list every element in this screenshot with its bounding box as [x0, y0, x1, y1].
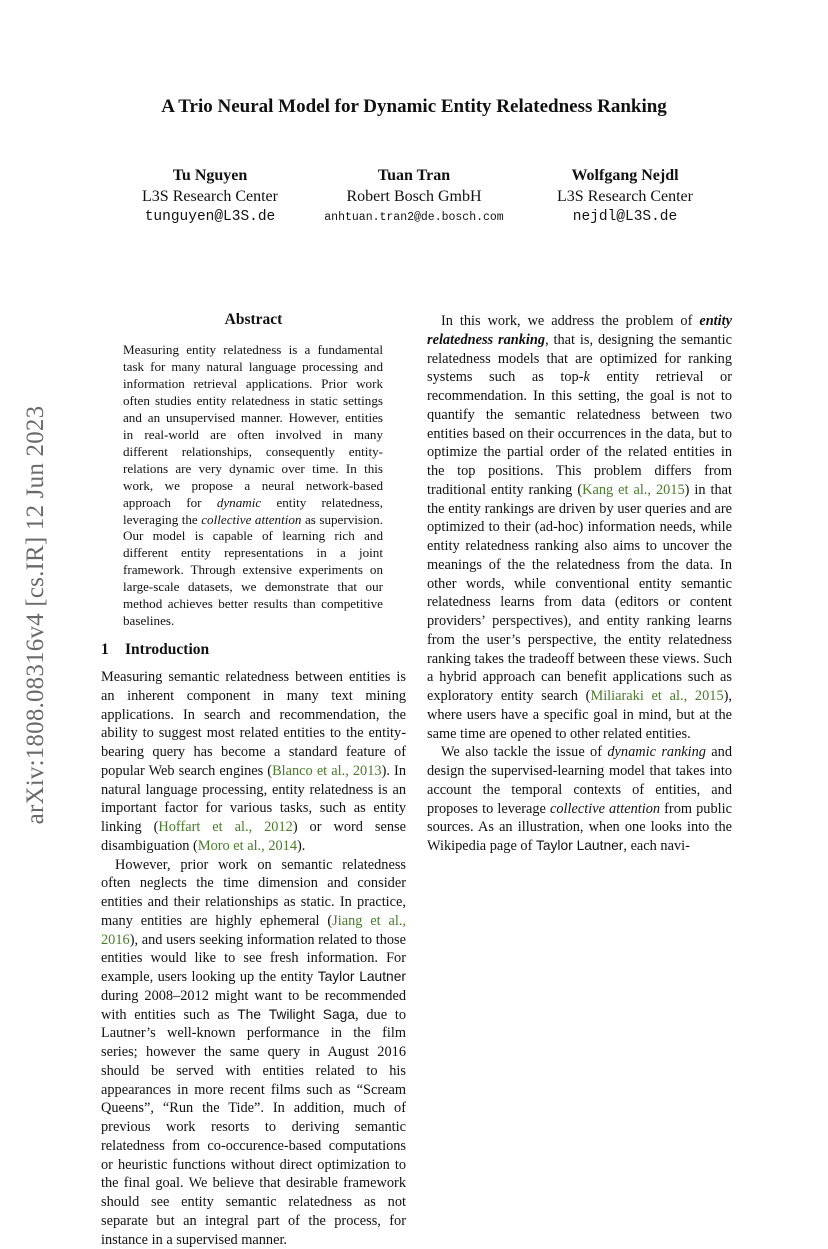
intro-paragraph-3: [427, 312, 732, 743]
author-email: anhtuan.tran2@de.bosch.com: [289, 207, 539, 228]
author-email: tunguyen@L3S.de: [85, 207, 335, 228]
text-run: from public sources. As an illustration, when one looks into the Wikipedia page of: [427, 801, 732, 855]
author-affiliation: Robert Bosch GmbH: [289, 186, 539, 207]
section-heading-introduction: [101, 639, 209, 661]
text-run: However, prior work on semantic relatedness often neglects the time dimension and consider entities and their relationships as static. In practice, many entities are highly ephemeral (: [101, 857, 406, 929]
text-run: ) or word sense disambiguation (: [101, 819, 406, 854]
intro-paragraph-2: [101, 856, 406, 1249]
author-block-3: [500, 165, 750, 228]
paper-title: A Trio Neural Model for Dynamic Entity Relatedness Ranking: [0, 95, 828, 119]
author-name: Wolfgang Nejdl: [500, 165, 750, 186]
arxiv-stamp-text: arXiv:1808.08316v4 [cs.IR] 12 Jun 2023: [22, 406, 50, 825]
intro-paragraph-4: [427, 743, 732, 856]
text-run: , that is, designing the semantic relatedness models that are optimized for ranking systems such as top-: [427, 332, 732, 386]
citation-link[interactable]: Moro et al., 2014: [198, 838, 297, 854]
author-email: nejdl@L3S.de: [500, 207, 750, 228]
abstract-emphasis: collective attention: [201, 512, 301, 527]
author-name: Tuan Tran: [289, 165, 539, 186]
text-run: ).: [297, 838, 305, 854]
citation-link[interactable]: Jiang et al., 2016: [101, 913, 406, 948]
text-run: , each navi-: [623, 838, 690, 854]
text-run: entity retrieval or recommendation. In this setting, the goal is not to quantify the semantic relatedness between two entities based on their occurrences in the data, but to optimize the partial order of the related entities in the top positions. This problem differs from traditional entity ranking (: [427, 369, 732, 498]
section-number: 1: [101, 639, 125, 661]
entity-name: Taylor Lautner: [536, 838, 623, 853]
author-name: Tu Nguyen: [85, 165, 335, 186]
text-run: Measuring semantic relatedness between entities is an inherent component in many text mining applications. In search and recommendation, the ability to suggest most related entities to the entity-bearing query has become a standard feature of popular Web search engines (: [101, 669, 406, 779]
citation-link[interactable]: Miliaraki et al., 2015: [590, 688, 723, 704]
left-column: [101, 668, 406, 1249]
text-run: ). In natural language processing, entity relatedness is an important factor for various tasks, such as entity linking (: [101, 763, 406, 835]
text-run: ), and users seeking information related to those entities would like to see fresh information. For example, users looking up the entity: [101, 932, 406, 986]
text-run: We also tackle the issue of: [441, 744, 607, 760]
entity-name: The Twilight Saga: [237, 1007, 355, 1022]
text-run: ) in that the entity rankings are driven by user queries and are optimized to their (ad-hoc) information needs, while entity relatedness ranking also aims to uncover the meanings of the the relatedness from the data. In other words, while conventional entity semantic relatedness learns from data (editors or content providers’ perspectives), and entity ranking learns from the user’s perspective, the entity relatedness ranking takes the tradeoff between these views. Such a hybrid approach can benefit applications such as exploratory entity search (: [427, 482, 732, 704]
author-affiliation: L3S Research Center: [85, 186, 335, 207]
text-run: ), where users have a specific goal in mind, but at the same time are opened to other related entities.: [427, 688, 732, 742]
right-column: [427, 312, 732, 856]
text-run: , due to Lautner’s well-known performance in the film series; however the same query in August 2016 should be served with entities related to his appearances in more recent films such as “Scream Queens”, “Run the Tide”. In addition, much of previous work resorts to deriving semantic relatedness from co-occurence-based computations or heuristic functions without direct optimization to the final goal. We believe that desirable framework should see entity semantic relatedness as not separate but an integral part of the process, for instance in a supervised manner.: [101, 1007, 406, 1248]
text-run: In this work, we address the problem of: [441, 313, 699, 329]
abstract-heading: Abstract: [101, 309, 406, 331]
arxiv-stamp: [19, 375, 53, 855]
citation-link[interactable]: Blanco et al., 2013: [272, 763, 381, 779]
emphasis: dynamic ranking: [607, 744, 706, 760]
text-run: and design the supervised-learning model that takes into account the temporal contexts of entities, and proposes to leverage: [427, 744, 732, 816]
section-title: Introduction: [125, 641, 209, 658]
author-affiliation: L3S Research Center: [500, 186, 750, 207]
text-run: during 2008–2012 might want to be recommended with entities such as: [101, 988, 406, 1023]
emphasis: collective attention: [550, 801, 660, 817]
citation-link[interactable]: Kang et al., 2015: [582, 482, 685, 498]
abstract-text: [123, 342, 383, 630]
math-variable: k: [584, 369, 590, 385]
key-term: entity relatedness ranking: [427, 313, 732, 348]
abstract-text-run: entity relatedness, leveraging the: [123, 495, 383, 527]
abstract-emphasis: dynamic: [217, 495, 261, 510]
abstract-text-run: Measuring entity relatedness is a fundamental task for many natural language processing and information retrieval applications. Prior work often studies entity relatedness in static settings and an unsupervised manner. However, entities in real-world are often involved in many different relationships, consequently entity-relations are very dynamic over time. In this work, we propose a neural network-based approach for: [123, 342, 383, 510]
intro-paragraph-1: [101, 668, 406, 856]
abstract-text-run: as supervision. Our model is capable of learning rich and different entity representations in a joint framework. Through extensive experiments on large-scale datasets, we demonstrate that our method achieves better results than competitive baselines.: [123, 512, 383, 629]
entity-name: Taylor Lautner: [318, 969, 406, 984]
citation-link[interactable]: Hoffart et al., 2012: [158, 819, 292, 835]
